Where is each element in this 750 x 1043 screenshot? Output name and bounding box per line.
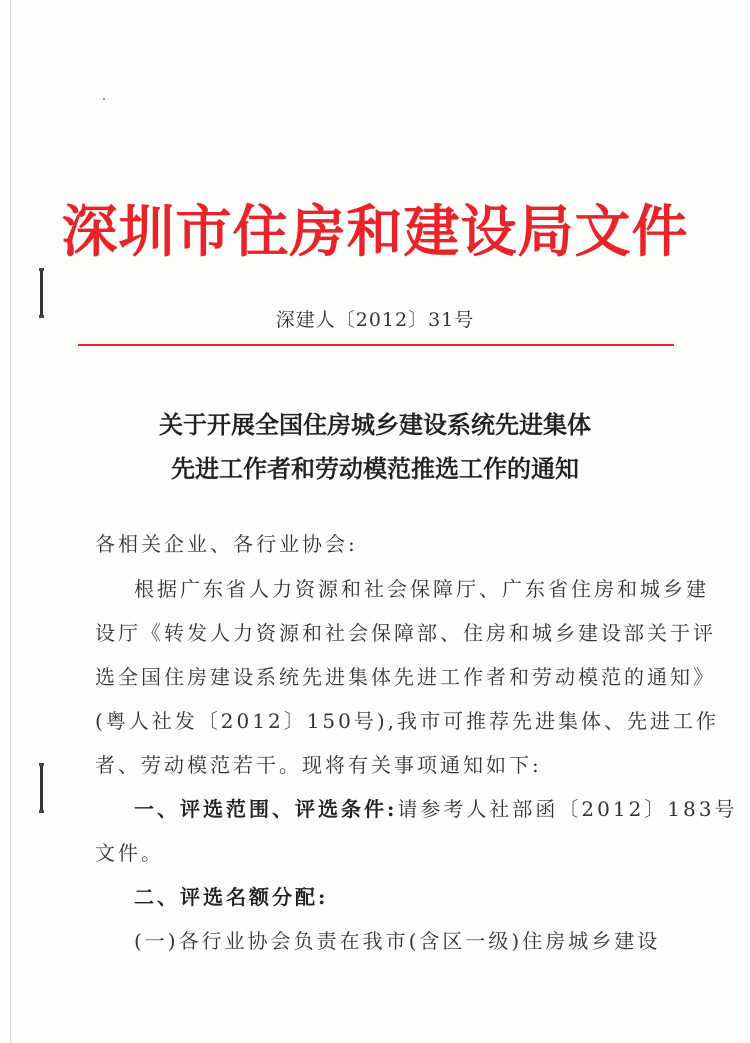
section1-row — [134, 793, 737, 822]
para1-line-5: 者、劳动模范若干。现将有关事项通知如下: — [95, 753, 542, 777]
scan-speck — [103, 98, 105, 100]
para1-line-1: 根据广东省人力资源和社会保障厅、广东省住房和城乡建 — [134, 577, 709, 601]
issuer-header-title: 深圳市住房和建设局文件 — [61, 199, 689, 265]
para1-line-2: 设厅《转发人力资源和社会保障部、住房和城乡建设部关于评 — [95, 621, 716, 645]
document-title-line-2: 先进工作者和劳动模范推选工作的通知 — [171, 454, 579, 483]
binding-margin-line — [10, 0, 11, 1043]
para1-line-3: 选全国住房建设系统先进集体先进工作者和劳动模范的通知》 — [95, 665, 716, 689]
red-separator-rule — [78, 344, 674, 346]
section2-heading: 二、评选名额分配: — [134, 885, 329, 909]
para1-line-4: (粤人社发〔2012〕150号),我市可推荐先进集体、先进工作 — [95, 709, 720, 733]
document-number: 深建人〔2012〕31号 — [275, 309, 475, 331]
section1-text: 请参考人社部函〔2012〕183号 — [397, 797, 738, 821]
staple-bottom — [40, 763, 43, 813]
item1-line: (一)各行业协会负责在我市(含区一级)住房城乡建设 — [134, 929, 661, 953]
salutation: 各相关企业、各行业协会: — [95, 532, 358, 556]
section1-heading: 一、评选范围、评选条件: — [134, 797, 398, 821]
section1-continuation: 文件。 — [95, 841, 164, 865]
document-title-line-1: 关于开展全国住房城乡建设系统先进集体 — [159, 410, 591, 439]
